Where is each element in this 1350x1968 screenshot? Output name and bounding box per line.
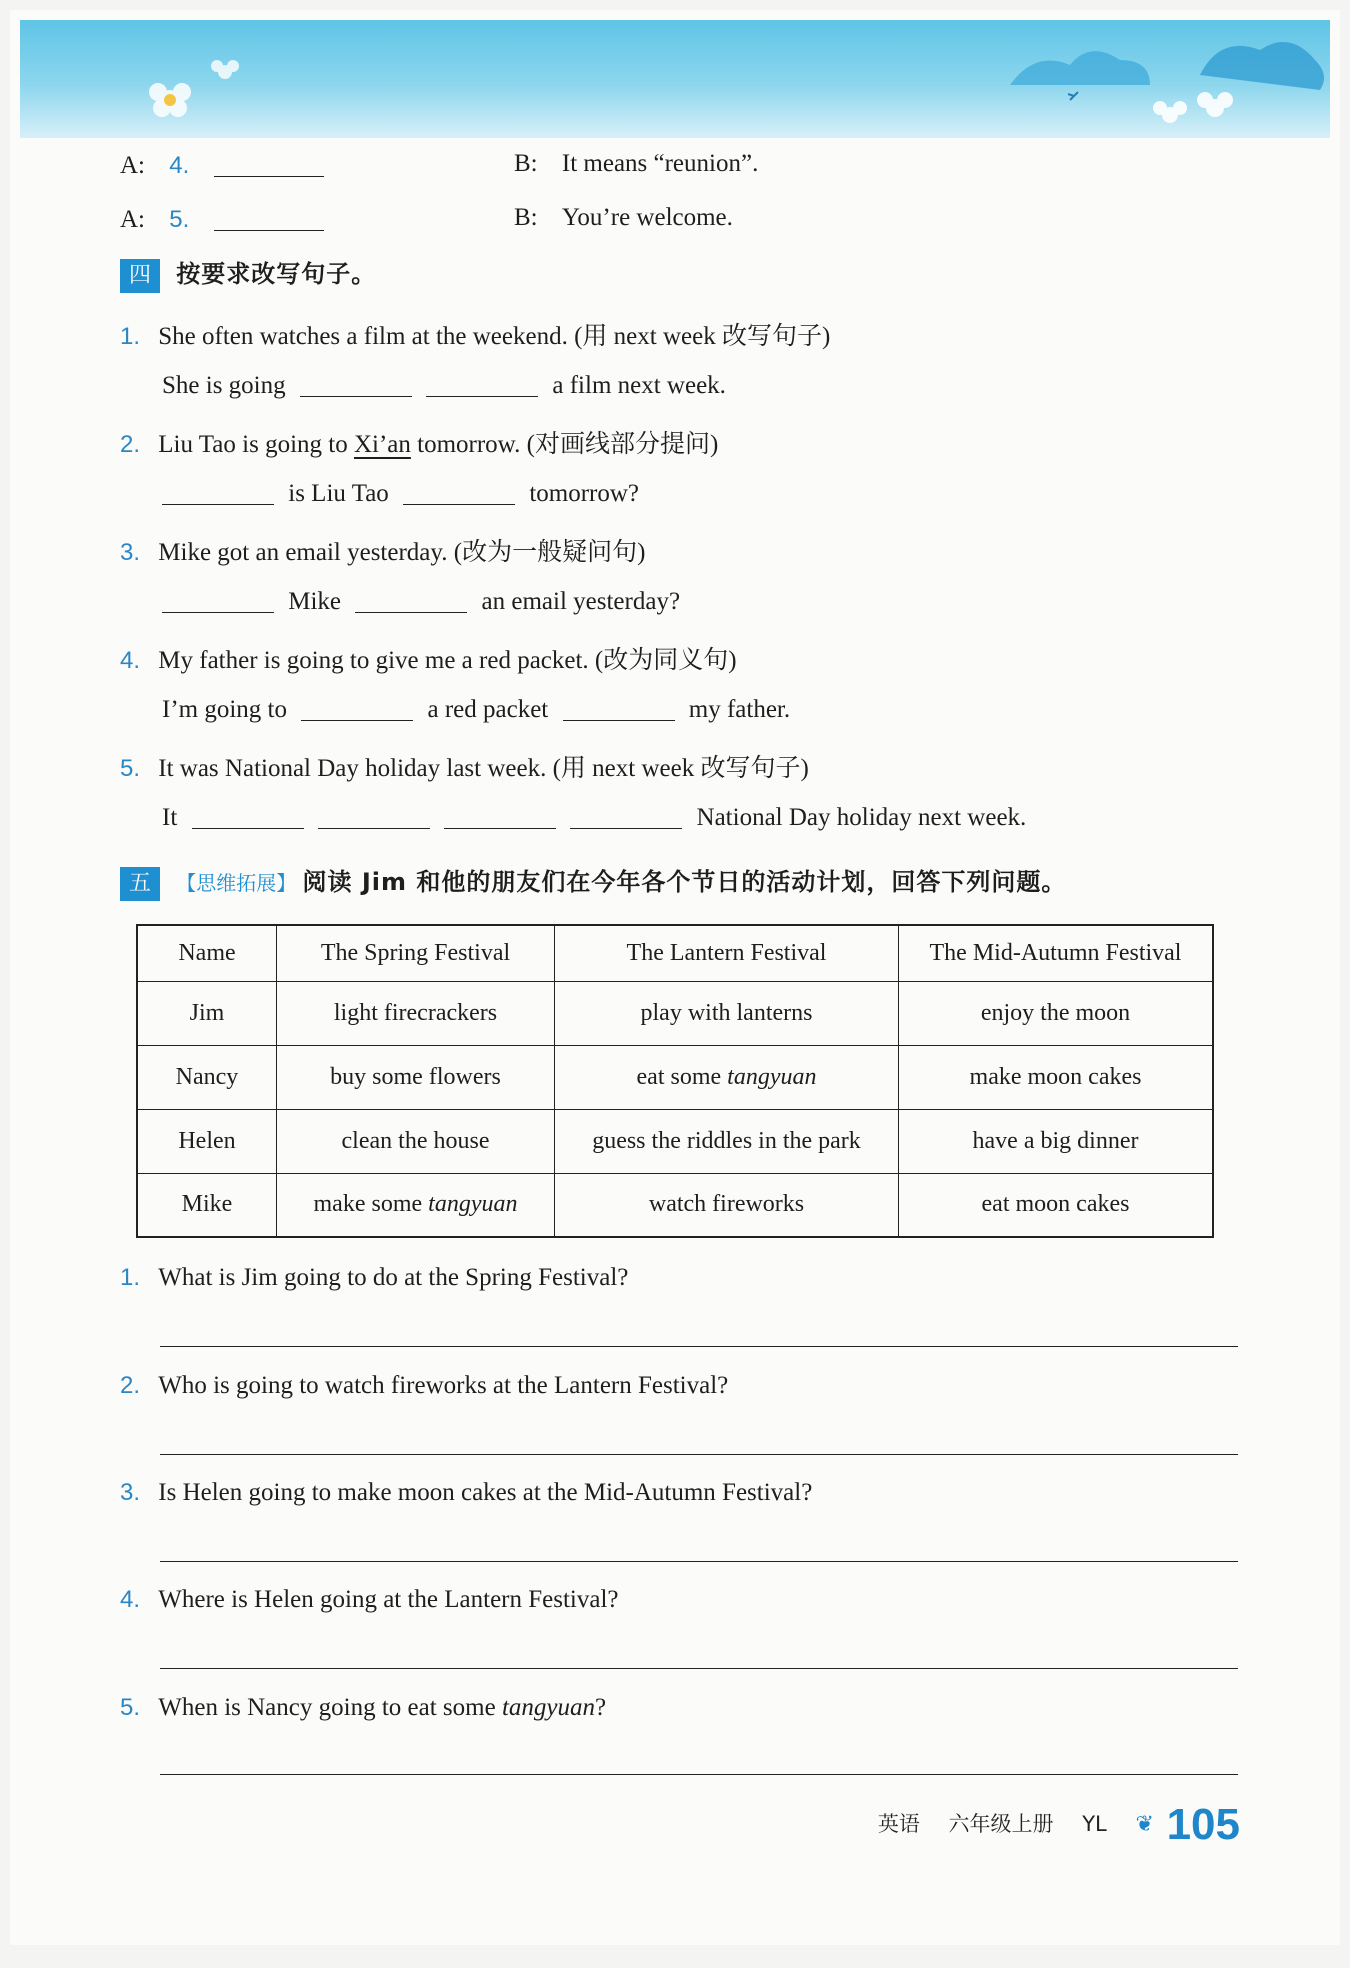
answer-text: is Liu Tao bbox=[288, 480, 389, 507]
section-5-badge: 五 bbox=[120, 867, 160, 901]
item-number: 4. bbox=[169, 152, 190, 179]
page-number: 105 bbox=[1166, 1800, 1240, 1849]
answer-blank[interactable] bbox=[214, 204, 324, 231]
table-row bbox=[137, 1173, 1213, 1237]
item-number: 2. bbox=[120, 1372, 141, 1399]
s4-answer-3 bbox=[162, 586, 680, 616]
s4-answer-5 bbox=[162, 802, 1026, 832]
table-cell bbox=[277, 1173, 555, 1237]
question-text: What is Jim going to do at the Spring Festival? bbox=[158, 1264, 629, 1291]
page-footer bbox=[856, 1800, 1240, 1850]
question-text: tomorrow. (对画线部分提问) bbox=[410, 431, 719, 458]
item-number: 1. bbox=[120, 1264, 141, 1291]
section-5-tag: 【思维拓展】 bbox=[176, 871, 297, 895]
reply-text: It means “reunion”. bbox=[561, 150, 759, 177]
answer-text: tomorrow? bbox=[529, 480, 640, 507]
workbook-page bbox=[10, 10, 1340, 1945]
answer-text: She is going bbox=[162, 372, 286, 399]
dialogue-line-5 bbox=[120, 204, 324, 234]
answer-blank[interactable] bbox=[403, 478, 515, 505]
s4-answer-4 bbox=[162, 694, 790, 724]
item-number: 5. bbox=[169, 206, 190, 233]
table-cell: watch fireworks bbox=[555, 1173, 899, 1237]
dialogue-reply-5 bbox=[514, 204, 733, 232]
answer-blank[interactable] bbox=[300, 370, 412, 397]
table-row bbox=[137, 981, 1213, 1045]
reply-text: You’re welcome. bbox=[561, 204, 733, 231]
dialogue-line-4 bbox=[120, 150, 324, 180]
table-header-row bbox=[137, 925, 1213, 981]
item-number: 4. bbox=[120, 647, 141, 674]
s5-question-4 bbox=[120, 1586, 619, 1614]
answer-line[interactable] bbox=[160, 1774, 1238, 1775]
answer-text: a film next week. bbox=[552, 372, 726, 399]
question-text: Mike got an email yesterday. (改为一般疑问句) bbox=[158, 539, 646, 566]
s5-question-1 bbox=[120, 1264, 628, 1292]
table-cell: play with lanterns bbox=[555, 981, 899, 1045]
answer-blank[interactable] bbox=[426, 370, 538, 397]
speaker-b-label: B: bbox=[514, 150, 538, 177]
table-cell: eat moon cakes bbox=[899, 1173, 1214, 1237]
answer-text: I’m going to bbox=[162, 696, 287, 723]
answer-blank[interactable] bbox=[444, 802, 556, 829]
table-cell: Mike bbox=[137, 1173, 277, 1237]
question-text: It was National Day holiday last week. (用 next week 改写句子) bbox=[158, 755, 809, 782]
section-4-title: 按要求改写句子。 bbox=[176, 260, 377, 288]
answer-blank[interactable] bbox=[355, 586, 467, 613]
cell-text: make some bbox=[313, 1191, 429, 1218]
table-cell: have a big dinner bbox=[899, 1109, 1214, 1173]
footer-edition: YL bbox=[1082, 1812, 1107, 1836]
s4-question-5 bbox=[120, 748, 809, 784]
answer-blank[interactable] bbox=[192, 802, 304, 829]
answer-text: an email yesterday? bbox=[481, 588, 681, 615]
table-cell: Jim bbox=[137, 981, 277, 1045]
item-number: 3. bbox=[120, 539, 141, 566]
s4-answer-1 bbox=[162, 370, 726, 400]
table-cell: make moon cakes bbox=[899, 1045, 1214, 1109]
answer-blank[interactable] bbox=[318, 802, 430, 829]
table-cell bbox=[555, 1045, 899, 1109]
s4-question-2 bbox=[120, 424, 718, 460]
table-cell: buy some flowers bbox=[277, 1045, 555, 1109]
answer-text: Mike bbox=[288, 588, 342, 615]
answer-blank[interactable] bbox=[301, 694, 413, 721]
table-row bbox=[137, 1109, 1213, 1173]
answer-blank[interactable] bbox=[214, 150, 324, 177]
table-cell: enjoy the moon bbox=[899, 981, 1214, 1045]
question-text: When is Nancy going to eat some bbox=[158, 1694, 502, 1721]
question-text: Liu Tao is going to bbox=[158, 431, 354, 458]
table-header-cell: The Lantern Festival bbox=[555, 925, 899, 981]
cell-text: eat some bbox=[636, 1063, 728, 1090]
italic-word: tangyuan bbox=[501, 1694, 595, 1721]
answer-line[interactable] bbox=[160, 1454, 1238, 1455]
answer-text: It bbox=[162, 804, 178, 831]
answer-text: a red packet bbox=[427, 696, 549, 723]
header-banner bbox=[20, 20, 1330, 138]
underlined-word: Xi’an bbox=[353, 431, 411, 458]
section-4-header bbox=[120, 254, 376, 293]
question-text: She often watches a film at the weekend. (用 next week 改写句子) bbox=[158, 323, 831, 350]
answer-text: National Day holiday next week. bbox=[696, 804, 1027, 831]
answer-line[interactable] bbox=[160, 1668, 1238, 1669]
s4-question-1 bbox=[120, 316, 830, 352]
table-cell: clean the house bbox=[277, 1109, 555, 1173]
s4-question-3 bbox=[120, 532, 645, 568]
question-text: Where is Helen going at the Lantern Festival? bbox=[158, 1586, 619, 1613]
answer-blank[interactable] bbox=[162, 478, 274, 505]
question-text: Who is going to watch fireworks at the Lantern Festival? bbox=[158, 1372, 729, 1399]
s4-question-4 bbox=[120, 640, 737, 676]
answer-blank[interactable] bbox=[162, 586, 274, 613]
footer-grade: 六年级上册 bbox=[948, 1812, 1054, 1836]
table-cell: light firecrackers bbox=[277, 981, 555, 1045]
item-number: 1. bbox=[120, 323, 141, 350]
table-header-cell: The Mid-Autumn Festival bbox=[899, 925, 1214, 981]
speaker-a-label: A: bbox=[120, 206, 145, 233]
item-number: 4. bbox=[120, 1586, 141, 1613]
italic-word: tangyuan bbox=[428, 1191, 518, 1218]
answer-blank[interactable] bbox=[570, 802, 682, 829]
question-text: Is Helen going to make moon cakes at the Mid-Autumn Festival? bbox=[158, 1479, 813, 1506]
answer-line[interactable] bbox=[160, 1561, 1238, 1562]
speaker-a-label: A: bbox=[120, 152, 145, 179]
section-5-title: 阅读 Jim 和他的朋友们在今年各个节日的活动计划，回答下列问题。 bbox=[302, 868, 1067, 896]
answer-text: my father. bbox=[688, 696, 791, 723]
answer-line[interactable] bbox=[160, 1346, 1238, 1347]
dialogue-reply-4 bbox=[514, 150, 758, 178]
item-number: 5. bbox=[120, 755, 141, 782]
table-header-cell: Name bbox=[137, 925, 277, 981]
s5-question-5 bbox=[120, 1694, 606, 1722]
table-cell: guess the riddles in the park bbox=[555, 1109, 899, 1173]
s5-question-2 bbox=[120, 1372, 728, 1400]
festival-plan-table bbox=[136, 924, 1214, 1238]
footer-subject: 英语 bbox=[877, 1812, 920, 1836]
table-row bbox=[137, 1045, 1213, 1109]
table-cell: Nancy bbox=[137, 1045, 277, 1109]
italic-word: tangyuan bbox=[727, 1063, 817, 1090]
section-4-badge: 四 bbox=[120, 259, 160, 293]
speaker-b-label: B: bbox=[514, 204, 538, 231]
question-text: My father is going to give me a red packet. (改为同义句) bbox=[158, 647, 737, 674]
leaf-icon: ❦ bbox=[1135, 1812, 1154, 1837]
item-number: 5. bbox=[120, 1694, 141, 1721]
answer-blank[interactable] bbox=[563, 694, 675, 721]
item-number: 2. bbox=[120, 431, 141, 458]
item-number: 3. bbox=[120, 1479, 141, 1506]
section-5-header bbox=[120, 862, 1066, 901]
s5-question-3 bbox=[120, 1479, 812, 1507]
table-cell: Helen bbox=[137, 1109, 277, 1173]
table-header-cell: The Spring Festival bbox=[277, 925, 555, 981]
question-text: ? bbox=[594, 1694, 607, 1721]
s4-answer-2 bbox=[162, 478, 639, 508]
banner-decoration bbox=[20, 20, 1330, 138]
